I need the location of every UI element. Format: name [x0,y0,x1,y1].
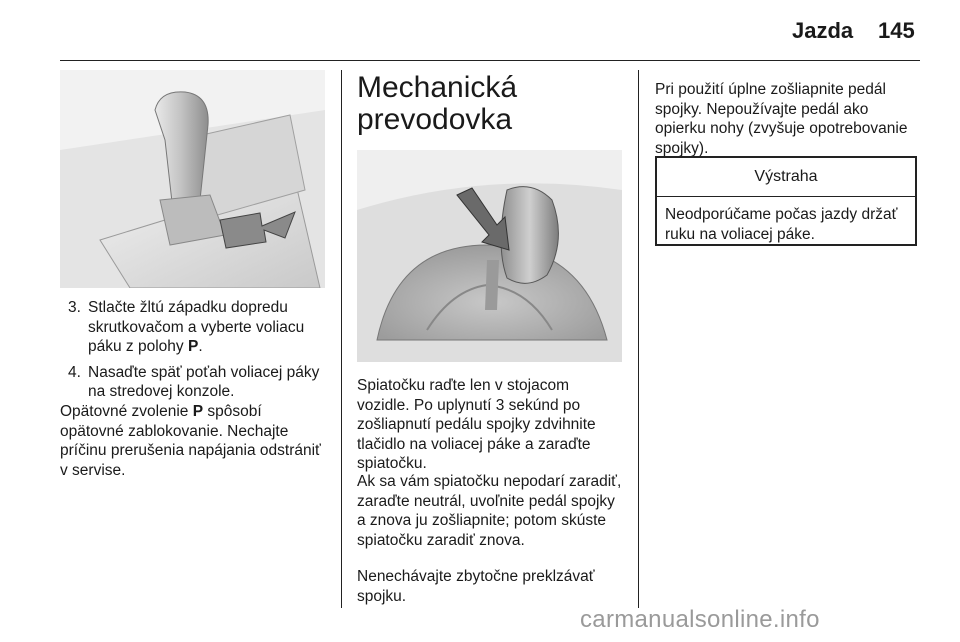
watermark: carmanualsonline.info [580,606,820,633]
page-number: 145 [878,18,915,43]
step-item [60,363,330,402]
paragraph-bold-position: P [192,403,204,420]
warning-text: Neodporúčame počas jazdy držať ruku na voliacej páke. [665,206,898,243]
section-heading: Mechanická prevodovka [357,71,518,136]
step-item [60,298,330,357]
paragraph-text: Opätovné zvolenie [60,403,193,420]
running-header-title: Jazda [792,18,854,43]
reverse-gear-paragraph-1: Spiatočku raďte len v stojacom vozidle. Po uplynutí 3 sekúnd po zošliapnutí pedálu spojky zdvihnite tlačidlo na voliacej páke a zaraďte spiatočku. [357,377,596,472]
step-text: Nasaďte späť poťah voliacej páky na stredovej konzole. [88,363,320,400]
step-text-end: . [198,338,203,355]
steps-list [60,298,330,408]
column-divider-right [638,70,639,608]
header-rule [60,60,920,61]
reverse-gear-paragraph-2: Ak sa vám spiatočku nepodarí zaradiť, zaraďte neutrál, uvoľnite pedál spojky a znova ju zošliapnite; potom skúste spiatočku zaradiť znova. [357,473,622,549]
step-text: Stlačte žltú západku dopredu skrutkovačom a vyberte voliacu páku z polohy [88,299,305,355]
step-bold-position: P [187,338,199,355]
selector-lever-illustration [60,70,325,288]
reselect-paragraph [60,402,325,480]
step-number: 3. [68,299,81,316]
step-number: 4. [68,363,81,381]
paragraph-text-end: spôsobí opätovné zablokovanie. Nechajte príčinu prerušenia napájania odstrániť v servise. [60,403,321,479]
warning-box [655,156,917,246]
warning-title: Výstraha [657,158,915,197]
clutch-slip-paragraph: Nenechávajte zbytočne preklzávať spojku. [357,568,595,605]
clutch-usage-paragraph: Pri použití úplne zošliapnite pedál spojky. Nepoužívajte pedál ako opierku nohy (zvyšuje opotrebovanie spojky). [655,81,908,157]
column-divider-left [341,70,342,608]
manual-gearstick-illustration [357,150,622,362]
